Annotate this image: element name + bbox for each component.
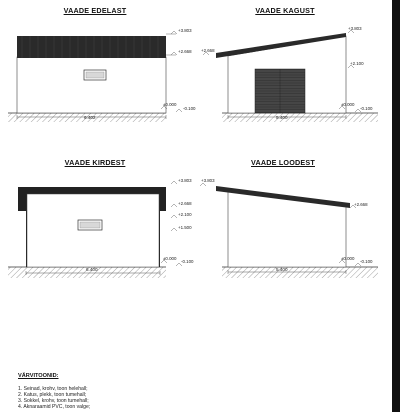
legend-item: 2. Katus, plekk, toon tumehall; [18, 392, 87, 399]
level-label: -0.100 [360, 259, 373, 264]
elevation-west [203, 30, 378, 122]
width-dimension: 5.400 [276, 267, 288, 272]
level-label: +2.668 [354, 202, 368, 207]
width-dimension: 5.400 [276, 115, 288, 120]
color-legend [18, 373, 218, 410]
width-dimension: 6.400 [86, 267, 98, 272]
level-label: +3.803 [201, 178, 215, 183]
level-label: +3.803 [178, 178, 192, 183]
level-label: +3.803 [178, 28, 192, 33]
level-label: ±0.000 [341, 256, 355, 261]
legend-item: 1. Seinad, krohv, toon helehall; [18, 386, 88, 392]
ground-hatch [222, 267, 378, 278]
elevation-south [200, 183, 378, 278]
title-west: VAADE KAGUST [255, 6, 315, 15]
elevation-north [8, 181, 182, 278]
ground-hatch [222, 113, 378, 122]
wall [27, 194, 159, 267]
window-glass [86, 72, 104, 78]
legend-title: VÄRVITOONID: [18, 373, 59, 379]
legend-item: 4. Aknaraamid PVC, toon valge; [18, 404, 91, 411]
level-label: +2.668 [178, 201, 192, 206]
level-label: -0.100 [360, 106, 373, 111]
level-label: -0.100 [181, 259, 194, 264]
window-glass [80, 222, 100, 228]
level-label: +2.668 [201, 48, 215, 53]
elevation-east [8, 31, 182, 122]
level-label: +3.803 [348, 26, 362, 31]
legend-item: 3. Sokkel, krohv, toon tumehall; [18, 398, 89, 405]
scrollbar-edge [392, 0, 400, 412]
title-north: VAADE KIRDEST [64, 158, 126, 167]
width-dimension: 6.402 [84, 115, 96, 120]
title-south: VAADE LOODEST [251, 158, 315, 167]
level-label: +1.500 [178, 225, 192, 230]
title-east: VAADE EDELAST [63, 6, 127, 15]
level-label: ±0.000 [163, 102, 177, 107]
level-label: ±0.000 [163, 256, 177, 261]
level-label: +2.100 [178, 212, 192, 217]
level-label: -0.100 [183, 106, 196, 111]
wall [17, 57, 166, 113]
level-label: ±0.000 [341, 102, 355, 107]
level-label: +2.100 [350, 61, 364, 66]
roof-band [17, 36, 166, 58]
level-label: +2.668 [178, 49, 192, 54]
